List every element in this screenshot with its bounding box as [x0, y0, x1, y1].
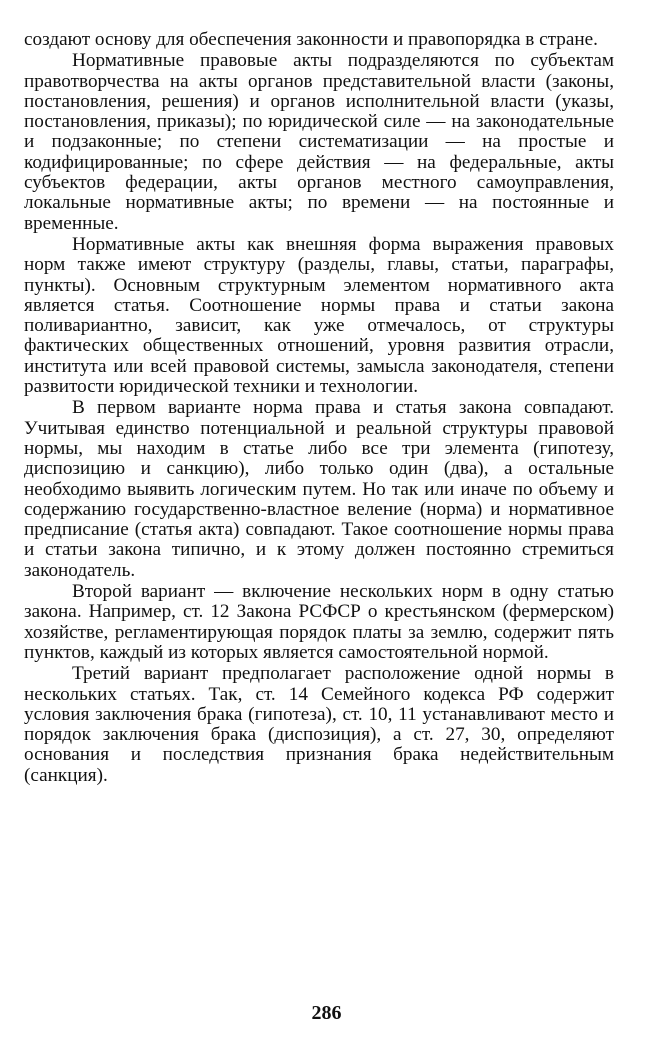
page-body — [24, 30, 614, 786]
paragraph-types-of-acts: Нормативные правовые акты подразделяются по субъектам правотворчества на акты органов представительной власти (законы, постановления, решения) и органов исполнительной власти (указы, постановления, приказы); по юридической силе — на законодательные и подзаконные; по степени систематизации — на простые и кодифицированные; по сфере действия — на федеральные, акты субъектов федерации, акты органов местного самоуправления, локальные нормативные акты; по времени — на постоянные и временные. — [24, 50, 614, 234]
paragraph-third-variant: Третий вариант предполагает расположение одной нормы в нескольких статьях. Так, ст. 14 Семейного кодекса РФ содержит условия заключения брака (гипотеза), ст. 10, 11 устанавливают место и порядок заключения брака (диспозиция), а ст. 27, 30, определяют основания и последствия признания брака недействительным (санкция). — [24, 663, 614, 786]
paragraph-first-variant: В первом варианте норма права и статья закона совпадают. Учитывая единство потенциальной и реальной структуры правовой нормы, мы находим в статье либо все три элемента (гипотезу, диспозицию и санкцию), либо только один (два), а остальные необходимо выявить логическим путем. Но так или иначе по объему и содержанию государственно-властное веление (норма) и нормативное предписание (статья акта) совпадают. Такое соотношение нормы права и статьи закона типично, и к этому должен постоянно стремиться законодатель. — [24, 397, 614, 581]
page-number: 286 — [311, 1002, 342, 1024]
paragraph-continuation: создают основу для обеспечения законности и правопорядка в стране. — [24, 29, 598, 50]
paragraph-act-structure: Нормативные акты как внешняя форма выражения правовых норм также имеют структуру (разделы, главы, статьи, параграфы, пункты). Основным структурным элементом нормативного акта является статья. Соотношение нормы права и статьи закона поливариантно, зависит, как уже отмечалось, от структуры фактических общественных отношений, уровня развития отрасли, института или всей правовой системы, замысла законодателя, степени развитости юридической техники и технологии. — [24, 233, 614, 398]
paragraph-second-variant: Второй вариант — включение нескольких норм в одну статью закона. Например, ст. 12 Закона РСФСР о крестьянском (фермерском) хозяйстве, регламентирующая порядок платы за землю, содержит пять пунктов, каждый из которых является самостоятельной нормой. — [24, 581, 614, 663]
